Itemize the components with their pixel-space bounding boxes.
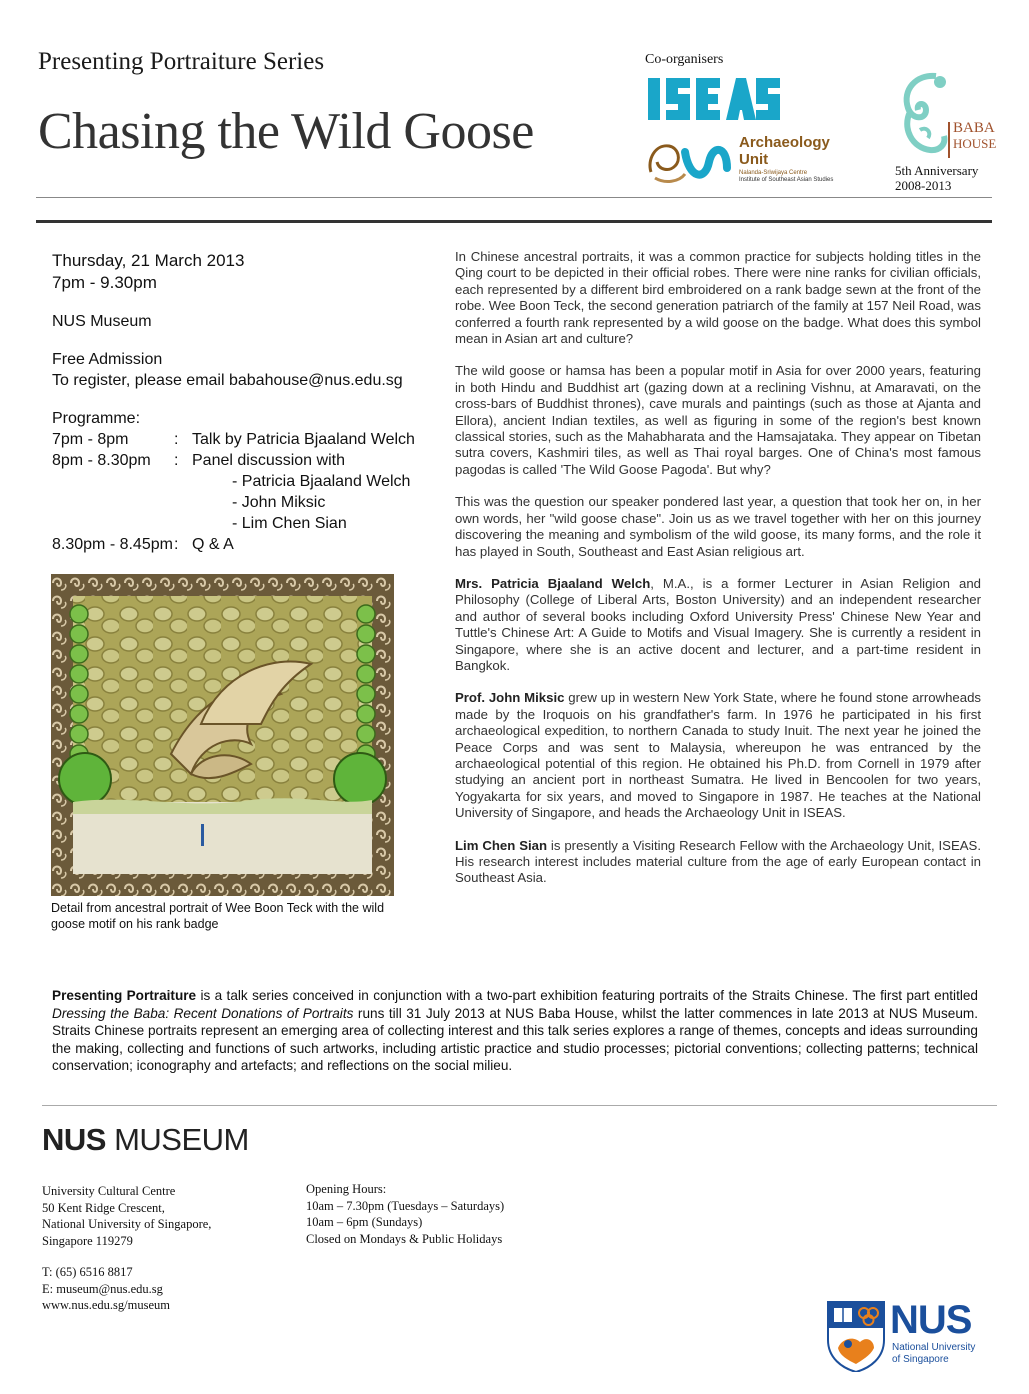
portrait-detail-image [51,574,394,896]
footer-rule [42,1105,997,1106]
event-time: 7pm - 9.30pm [52,273,157,292]
exhibition-title: Dressing the Baba: Recent Donations of Portraits [52,1005,354,1021]
header-rule-thin [36,197,992,198]
article-body [455,249,981,903]
nus-museum-logo-rest: MUSEUM [105,1122,249,1157]
address-line: University Cultural Centre [42,1184,176,1198]
speaker-name: Lim Chen Sian [455,837,548,853]
anniversary-text: 5th Anniversary [895,163,979,178]
bio-welch [455,576,981,674]
series-description [52,987,978,1075]
nus-museum-logo-bold: NUS [42,1122,106,1157]
bio-text: , M.A., is a former Lecturer in Asian Religion and Philosophy (College of Liberal Arts, Boston University) and an independent researcher and author of several books including Oxford University Press' Chinese New Year and Tuttle's Chinese Art: A Guide to Motifs and Visual Imagery. She is currently a resident in Singapore, where she is an active docent and lecturer, and a part-time resident in Bangkok. [455,575,981,673]
series-text-1: is a talk series conceived in conjunction with a two-part exhibition featuring portraits of the Straits Chinese. The first part entitled [196,988,978,1003]
image-caption: Detail from ancestral portrait of Wee Boon Teck with the wild goose motif on his rank badge [51,901,385,931]
house-word: HOUSE [953,136,997,151]
nus-sub-line: of Singapore [892,1354,949,1365]
bio-text: grew up in western New York State, where he found stone arrowheads made by the Iroquois on his grandfather's farm. In 1976 he participated in his first archaeological expedition, to northern Canada to study Inuit. The next year he joined the Peace Corps and was sent to Malaysia, whereupon he was entranced by the archaeological potential of this region. He obtained his Ph.D. from Cornell in 1979 after studying an ancient port in northeast Sumatra. He lived in Bencoolen for two years, Yogyakarta for six years, and moved to Singapore in 1987. He teaches at the National University of Singapore, and heads the Archaeology Unit in ISEAS. [455,690,982,821]
programme-sep: : [174,536,179,553]
bio-miksic [455,690,981,821]
baba-word: BABA [953,120,995,136]
archaeology-title: Archaeology [739,134,830,151]
panelist: - John Miksic [232,494,326,511]
contact-website: www.nus.edu.sg/museum [42,1298,171,1312]
paragraph: This was the question our speaker pondered last year, a question that took her on, in her own words, her "wild goose chase". Join us as we travel together with her on this journey discovering the meaning and symbolism of the wild goose, its many forms, and the role it has played in South, Southeast and East Asian religious art. [455,494,981,559]
event-register: To register, please email babahouse@nus.edu.sg [52,372,403,389]
bio-lim [455,838,981,887]
programme-row [52,450,432,471]
address-line: National University of Singapore, [42,1217,212,1231]
programme-sep: : [174,431,179,448]
programme-label: Programme: [52,410,141,427]
header-rule [36,220,992,223]
page-title: Chasing the Wild Goose [38,103,534,160]
archaeology-unit-word: Unit [739,151,769,168]
programme-desc: Panel discussion with [192,452,345,469]
programme-row [52,534,432,555]
nus-logo [826,1300,996,1372]
programme-desc: Q & A [192,536,234,553]
contact-email: E: museum@nus.edu.sg [42,1281,163,1296]
bio-text: is presently a Visiting Research Fellow with the Archaeology Unit, ISEAS. His research interest includes material culture from the age of early European contact in Southeast Asia. [455,837,982,886]
hours-line: 10am – 7.30pm (Tuesdays – Saturdays) [306,1198,505,1213]
programme-time: 7pm - 8pm [52,431,129,448]
nus-wordmark: NUS [890,1298,972,1342]
address-line: Singapore 119279 [42,1233,133,1248]
archaeology-unit-logo [645,132,885,190]
series-title: Presenting Portraiture Series [38,48,325,75]
contact-phone: T: (65) 6516 8817 [42,1265,133,1279]
baba-anniversary-caption [895,163,978,193]
baba-house-logo [896,70,996,162]
event-date: Thursday, 21 March 2013 [52,251,245,270]
speaker-name: Prof. John Miksic [455,690,565,706]
nus-crest-icon [826,1300,886,1372]
event-details [52,250,432,555]
nus-sub-line: National University [892,1342,976,1353]
series-lead: Presenting Portraiture [52,988,197,1003]
address-line: 50 Kent Ridge Crescent, [42,1200,165,1215]
paragraph: In Chinese ancestral portraits, it was a common practice for subjects holding titles in the Qing court to be depicted in their official robes. There were nine ranks for civilian officials, each represented by a different bird embroidered on a rank badge sewn at the front of the robe. Wee Boon Teck, the second generation patriarch of the family at 157 Neil Road, was conferred a fourth rank represented by a wild goose on the badge. What does this symbol mean in Asian art and culture? [455,249,981,347]
panelist: - Lim Chen Sian [232,515,347,532]
archaeology-sub-centre: Nalanda-Sriwijaya Centre [739,170,808,176]
museum-address [42,1183,211,1249]
series-text-2: runs till 31 July 2013 at NUS Baba House, whilst the latter commences in late 2013 at NUS Museum. Straits Chinese portraits represent an emerging area of collecting interest and this talk series explores a range of themes, concepts and ideas surrounding the making, collecting and functions of such artworks, including artistic practice and studio processes; pictorial conventions; collecting patterns; technical conservation; iconography and artefacts; and reflections on the social milieu. [52,1005,978,1074]
event-venue: NUS Museum [52,313,152,330]
anniversary-years: 2008-2013 [895,178,952,193]
hours-line: Closed on Mondays & Public Holidays [306,1231,503,1246]
archaeology-sub-institute: Institute of Southeast Asian Studies [739,177,834,183]
museum-contact [42,1264,170,1314]
programme-time: 8.30pm - 8.45pm [52,536,173,553]
panelist: - Patricia Bjaaland Welch [232,473,411,490]
programme-row [52,429,432,450]
programme-sep: : [174,452,179,469]
nus-museum-logo [42,1122,249,1158]
hours-line: 10am – 6pm (Sundays) [306,1215,423,1229]
iseas-logo [648,76,780,122]
programme-desc: Talk by Patricia Bjaaland Welch [192,431,415,448]
paragraph: The wild goose or hamsa has been a popular motif in Asia for over 2000 years, featuring in both Hindu and Buddhist art (gazing down at a reclining Vishnu, at Amaravati, on the cross-bars of Buddhist thrones), cave murals and paintings (such as those at Ajanta and Ellora), ancient Indian textiles, as well as figuring in some of the region's best known classical stories, such as the Mahabharata and the Hamsajataka. They appear on Tibetan sutra covers, Kashmiri tiles, as well as Thai royal barges. One of China's most famous pagodas is called 'The Wild Goose Pagoda'. But why? [455,363,981,477]
programme-time: 8pm - 8.30pm [52,452,151,469]
opening-hours [306,1181,504,1247]
speaker-name: Mrs. Patricia Bjaaland Welch [455,575,651,591]
coorganisers-label: Co-organisers [645,52,724,67]
event-admission: Free Admission [52,351,163,368]
hours-line: Opening Hours: [306,1182,387,1196]
